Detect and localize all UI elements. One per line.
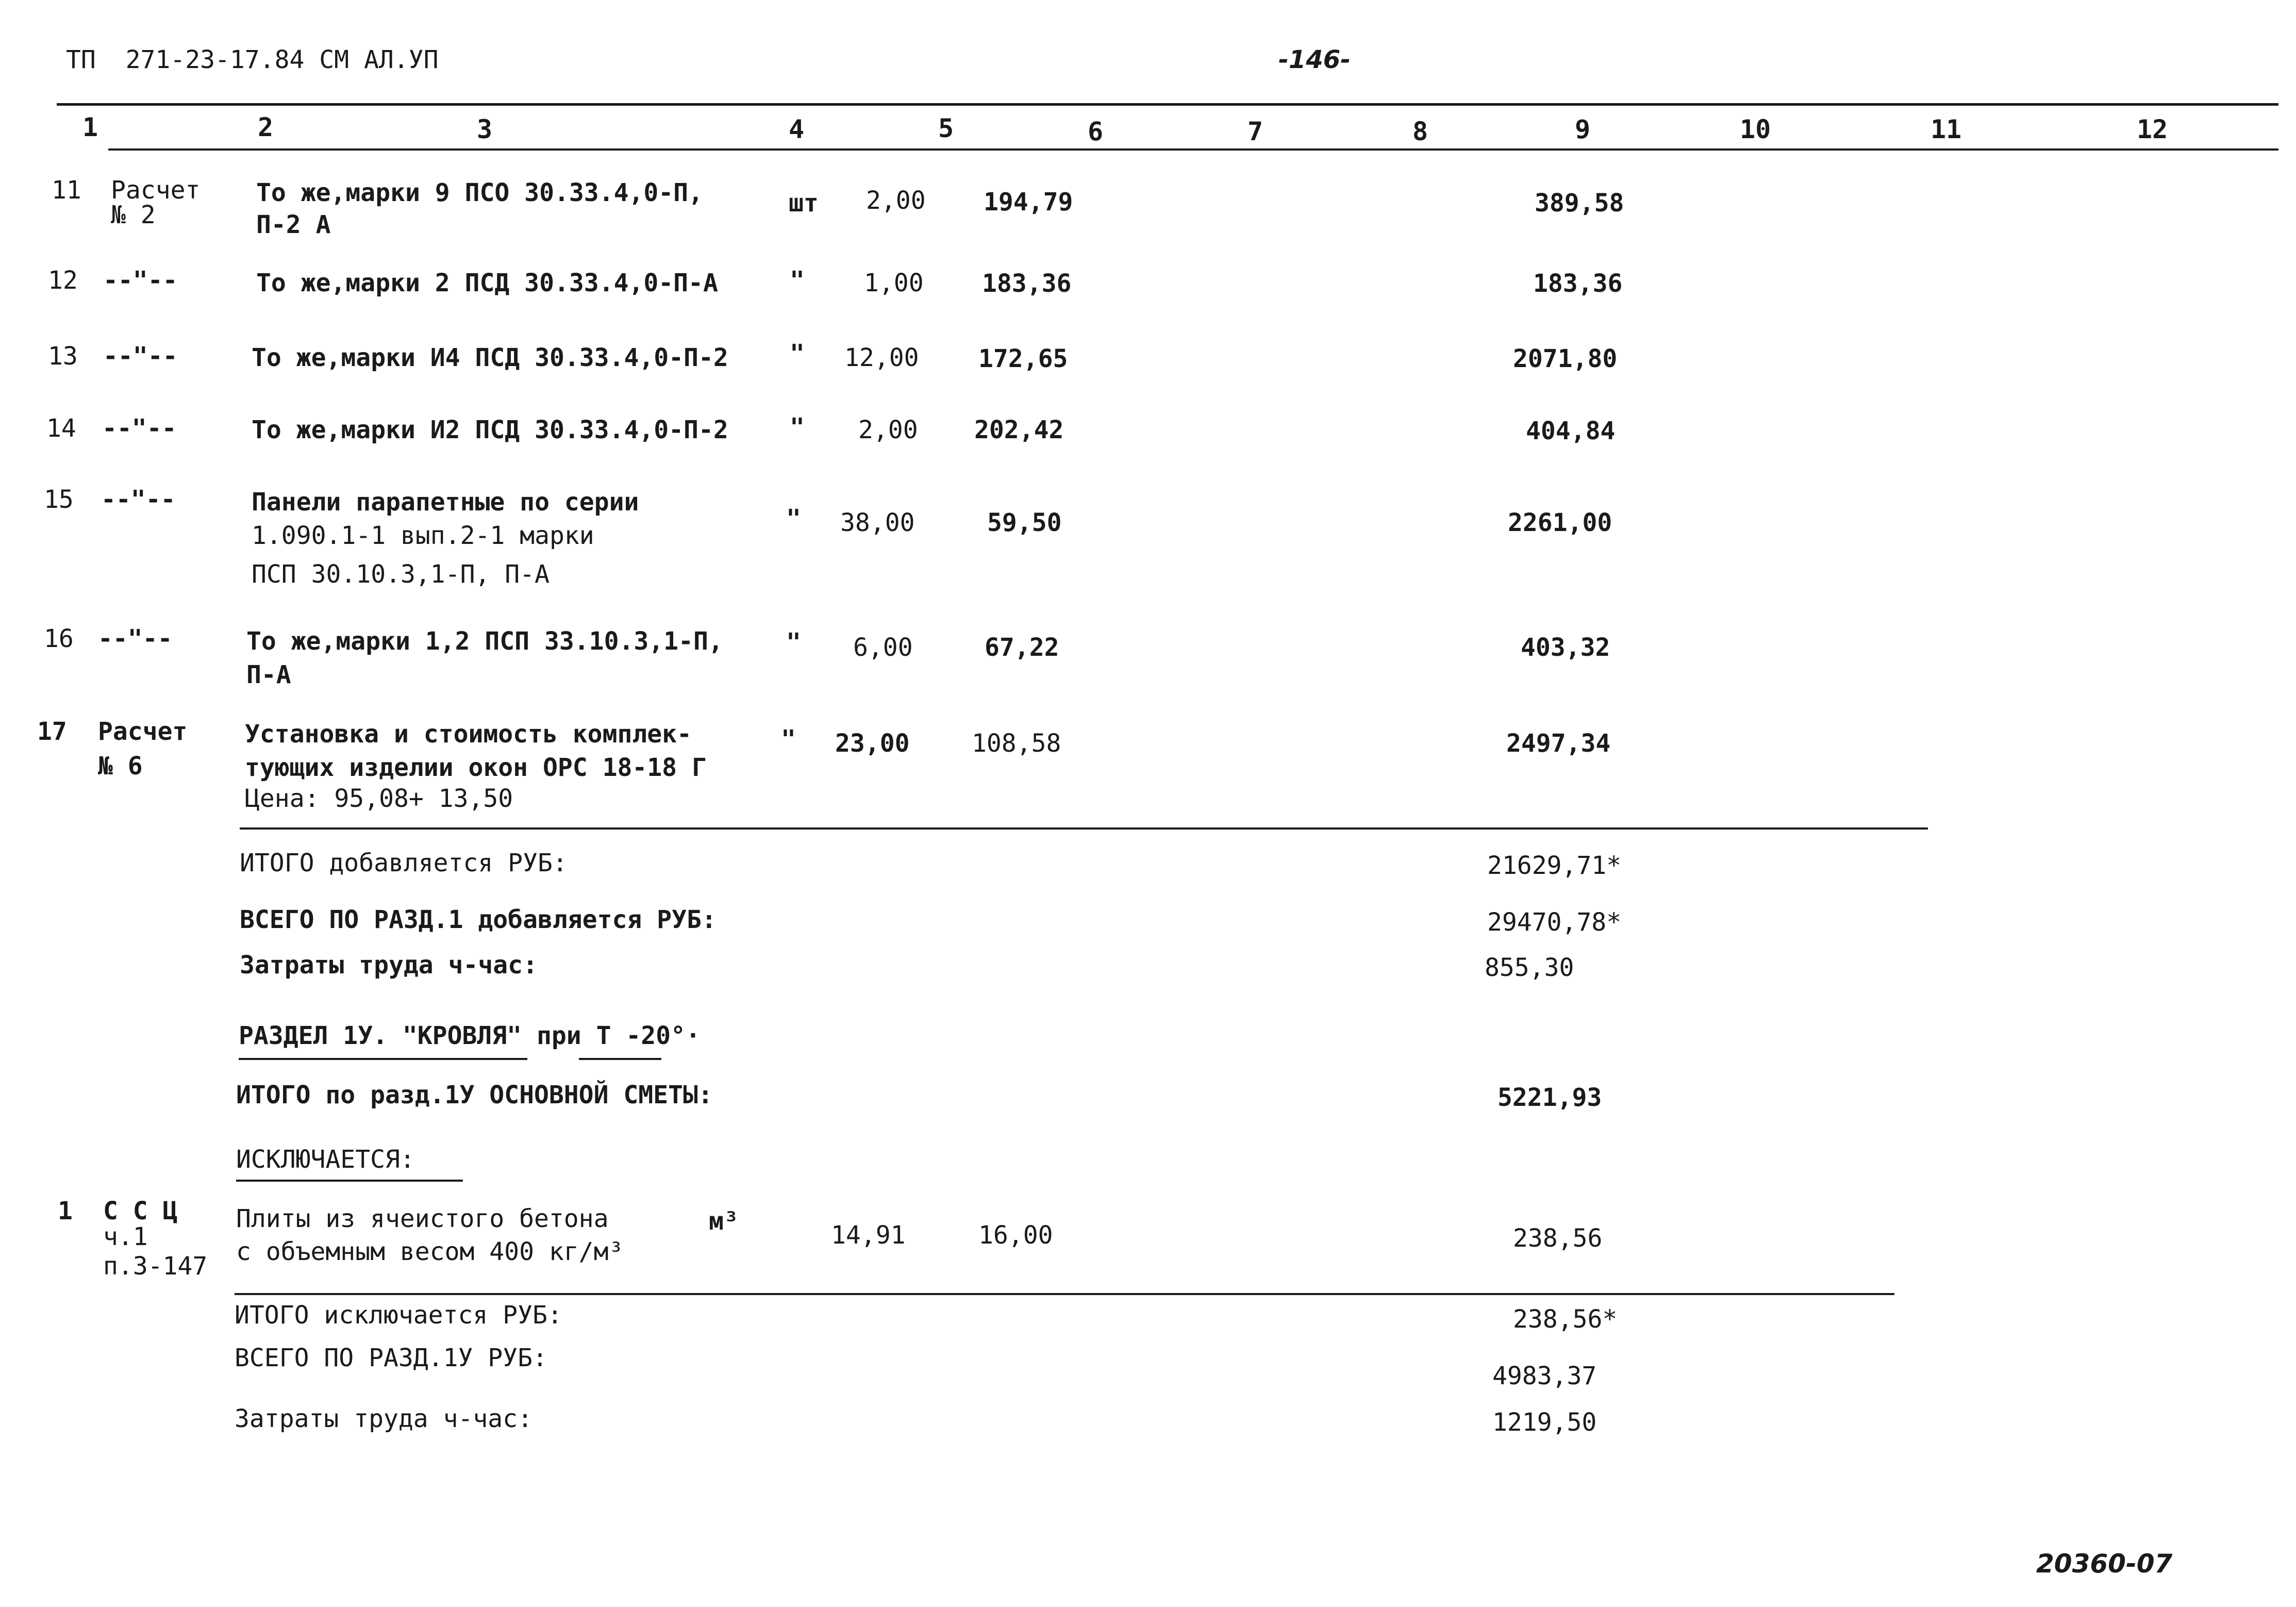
row-total: 404,84 (1526, 417, 1616, 445)
row-price: 194,79 (984, 188, 1073, 217)
column-header: 1 (82, 112, 98, 142)
row-price: 67,22 (985, 633, 1059, 662)
column-header: 8 (1412, 117, 1428, 146)
row-number: 12 (48, 266, 78, 295)
row-description: 1.090.1-1 вып.2-1 марки (252, 521, 594, 550)
row-quantity: 6,00 (853, 633, 913, 662)
row-description: То же,марки И2 ПСД 30.33.4,0-П-2 (252, 416, 728, 444)
archive-code: 20360-07 (2036, 1549, 2173, 1579)
row-basis: --"-- (102, 414, 177, 443)
row-description: Плиты из ячеистого бетона (236, 1204, 609, 1233)
row-basis: ч.1 (103, 1222, 148, 1251)
column-header: 11 (1931, 114, 1962, 144)
row-description: То же,марки 2 ПСД 30.33.4,0-П-А (256, 269, 718, 297)
document-code: ТП 271-23-17.84 СМ АЛ.УП (66, 45, 439, 74)
excluded-totals-rule (235, 1293, 1894, 1295)
section-title-underline (579, 1058, 661, 1060)
row-description: с объемным весом 400 кг/м³ (236, 1237, 624, 1266)
excluded-heading: ИСКЛЮЧАЕТСЯ: (236, 1145, 415, 1174)
row-price: 172,65 (978, 344, 1068, 373)
summary-label: ИТОГО добавляется РУБ: (240, 849, 568, 877)
main-total-label: ИТОГО по разд.1У ОСНОВНОЙ СМЕТЫ: (236, 1081, 713, 1109)
summary-label: ИТОГО исключается РУБ: (235, 1301, 562, 1330)
row-basis: Расчет (111, 176, 201, 205)
row-quantity: 14,91 (831, 1221, 906, 1250)
summary-value: 29470,78* (1487, 908, 1622, 937)
section-title: РАЗДЕЛ 1У. "КРОВЛЯ" при Т -20°· (239, 1021, 701, 1050)
row-number: 11 (52, 176, 81, 205)
header-bottom-rule (108, 148, 2278, 151)
row-quantity: 1,00 (864, 269, 924, 297)
row-number: 1 (58, 1197, 73, 1225)
row-price: 183,36 (982, 269, 1072, 298)
row-description: Установка и стоимость комплек- (245, 720, 692, 749)
row-basis: С С Ц (103, 1197, 178, 1225)
column-header: 10 (1740, 114, 1771, 144)
row-total: 2261,00 (1508, 508, 1612, 537)
row-total: 389,58 (1535, 189, 1624, 218)
summary-label: Затраты труда ч-час: (235, 1404, 533, 1433)
summary-value: 1219,50 (1492, 1408, 1597, 1437)
row-price: 108,58 (972, 729, 1061, 758)
row-unit: " (786, 504, 801, 533)
row-quantity: 38,00 (840, 508, 915, 537)
row-description: То же,марки И4 ПСД 30.33.4,0-П-2 (252, 343, 728, 372)
summary-value: 4983,37 (1492, 1362, 1597, 1390)
row-quantity: 12,00 (844, 343, 919, 372)
row-description: П-А (246, 660, 291, 689)
row-quantity: 2,00 (858, 416, 918, 444)
column-header: 6 (1088, 117, 1104, 146)
row-basis: --"-- (98, 624, 173, 653)
row-description: Цена: 95,08+ 13,50 (245, 784, 513, 813)
row-unit: " (790, 339, 805, 368)
row-basis: № 6 (98, 752, 143, 781)
row-unit: " (781, 725, 796, 754)
header-top-rule (57, 103, 2278, 106)
column-header: 9 (1575, 114, 1591, 144)
summary-label: ВСЕГО ПО РАЗД.1 добавляется РУБ: (240, 905, 717, 934)
row-description: То же,марки 1,2 ПСП 33.10.3,1-П, (246, 627, 723, 656)
row-quantity: 2,00 (866, 186, 926, 215)
row-description: То же,марки 9 ПСО 30.33.4,0-П, (256, 178, 703, 207)
row-total: 238,56 (1513, 1224, 1603, 1253)
row-number: 15 (44, 485, 74, 514)
row-basis: № 2 (111, 201, 156, 229)
summary-value: 21629,71* (1487, 851, 1622, 880)
summary-value: 855,30 (1485, 953, 1574, 982)
column-header: 3 (477, 114, 493, 144)
row-unit: шт (789, 189, 819, 218)
row-total: 403,32 (1521, 633, 1610, 662)
section-title-underline (239, 1058, 527, 1060)
row-total: 2071,80 (1513, 344, 1618, 373)
column-header: 7 (1247, 117, 1263, 146)
row-unit: " (786, 628, 801, 657)
excluded-heading-underline (236, 1180, 463, 1182)
row-basis: Расчет (98, 717, 188, 746)
row-number: 17 (37, 717, 67, 746)
row-total: 183,36 (1533, 269, 1623, 298)
row-basis: --"-- (103, 342, 178, 371)
column-header: 2 (258, 112, 274, 142)
row-price: 202,42 (974, 416, 1064, 444)
row-description: ПСП 30.10.3,1-П, П-А (252, 560, 550, 589)
column-header: 12 (2137, 114, 2168, 144)
summary-label: Затраты труда ч-час: (240, 951, 538, 980)
row-number: 13 (48, 342, 78, 371)
row-number: 16 (44, 624, 74, 653)
row-unit: " (790, 266, 805, 295)
row-total: 2497,34 (1506, 729, 1611, 758)
main-total-value: 5221,93 (1498, 1083, 1602, 1112)
summary-label: ВСЕГО ПО РАЗД.1У РУБ: (235, 1344, 547, 1372)
column-header: 5 (938, 113, 954, 143)
row-number: 14 (46, 414, 76, 443)
row-basis: --"-- (103, 266, 178, 295)
row-price: 59,50 (987, 508, 1062, 537)
row-description: Панели парапетные по серии (252, 488, 639, 517)
row-unit: м³ (709, 1207, 739, 1236)
row-basis: --"-- (101, 485, 176, 514)
row-quantity: 23,00 (835, 729, 910, 758)
row-unit: " (790, 413, 805, 442)
summary-value: 238,56* (1513, 1305, 1618, 1334)
page-number: -146- (1278, 45, 1351, 74)
row-description: П-2 А (256, 210, 331, 239)
totals-rule (240, 827, 1928, 830)
column-header: 4 (789, 114, 805, 144)
row-basis: п.3-147 (103, 1252, 208, 1281)
row-description: тующих изделии окон ОРС 18-18 Г (245, 753, 707, 782)
row-price: 16,00 (978, 1221, 1053, 1250)
